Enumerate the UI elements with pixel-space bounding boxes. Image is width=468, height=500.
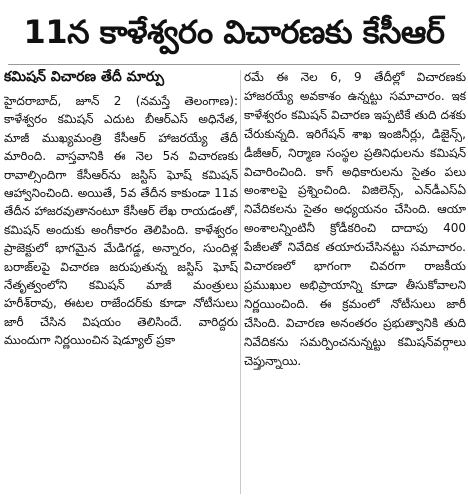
headline: 11న కాళేశ్వరం విచారణకు కేసీఆర్ — [23, 13, 445, 51]
left-column-text: హైదరాబాద్, జూన్ 2 (నమస్తే తెలంగాణ): కాళేశ్వరం కమిషన్ ఎదుట బీఆర్ఎస్ అధినేత, మాజీ ముఖ్యమంత్రి కేసీఆర్ హాజరయ్యే తేదీ మారింది. వాస్తవానికి ఈ నెల 5న విచారణకు రావాల్సిందిగా కేసీఆర్‌ను జస్టిస్ ఘోష్ కమిషన్ ఆహ్వానించింది. అయితే, 5వ తేదీన కాకుండా 11వ తేదీన హాజరవుతానంటూ కేసీఆర్ లేఖ రాయడంతో, కమిషన్ అందుకు అంగీకారం తెలిపింది. కాళేశ్వరం ప్రాజెక్టులో భాగమైన మేడిగడ్డ, అన్నారం, సుందిళ్ల బరాజ్‌లపై విచారణ జరుపుతున్న జస్టిస్ ఘోష్ నేతృత్వంలోని కమిషన్ మాజీ మంత్రులు హరీశ్‌రావు, ఈటల రాజేందర్‌కు కూడా నోటీసులు జారీ చేసిన విషయం తెలిసిందే. వారిద్దరు ముందుగా నిర్ణయించిన షెడ్యూల్ ప్రకా — [4, 94, 238, 348]
headline-rule — [8, 64, 460, 65]
left-column — [4, 68, 238, 496]
column-divider — [240, 70, 241, 494]
subheadline: కమిషన్ విచారణ తేదీ మార్పు — [4, 69, 165, 85]
right-column-text: రమే ఈ నెల 6, 9 తేదీల్లో విచారణకు హాజరయ్యే అవకాశం ఉన్నట్టు సమాచారం. ఇక కాళేశ్వరం కమిషన్ విచారణ ఇప్పటికే తుది దశకు చేరుకున్నది. ఇరిగేషన్ శాఖ ఇంజినీర్లు, డిజైన్స్, డీజీఆర్, నిర్మాణ సంస్థల ప్రతినిధులను కమిషన్ విచారించింది. కాగ్ అధికారులను సైతం పలు అంశాలపై ప్రశ్నించింది. విజిలెన్స్, ఎన్‌డీఎస్‌ఏ నివేదికలను సైతం అధ్యయనం చేసింది. ఆయా అంశాలన్నింటినీ క్రోడీకరించి దాదాపు 400 పేజీలతో నివేదిక తయారుచేసినట్టు సమాచారం. విచారణలో భాగంగా చివరగా రాజకీయ ప్రముఖుల అభిప్రాయాన్ని కూడా తీసుకోవాలని నిర్ణయించింది. ఈ క్రమంలో నోటీసులు జారీ చేసింది. విచారణ అనంతరం ప్రభుత్వానికి తుది నివేదికను సమర్పించనున్నట్టు కమిషన్‌వర్గాలు చెప్తున్నాయి. — [244, 70, 466, 368]
right-column — [244, 68, 466, 496]
